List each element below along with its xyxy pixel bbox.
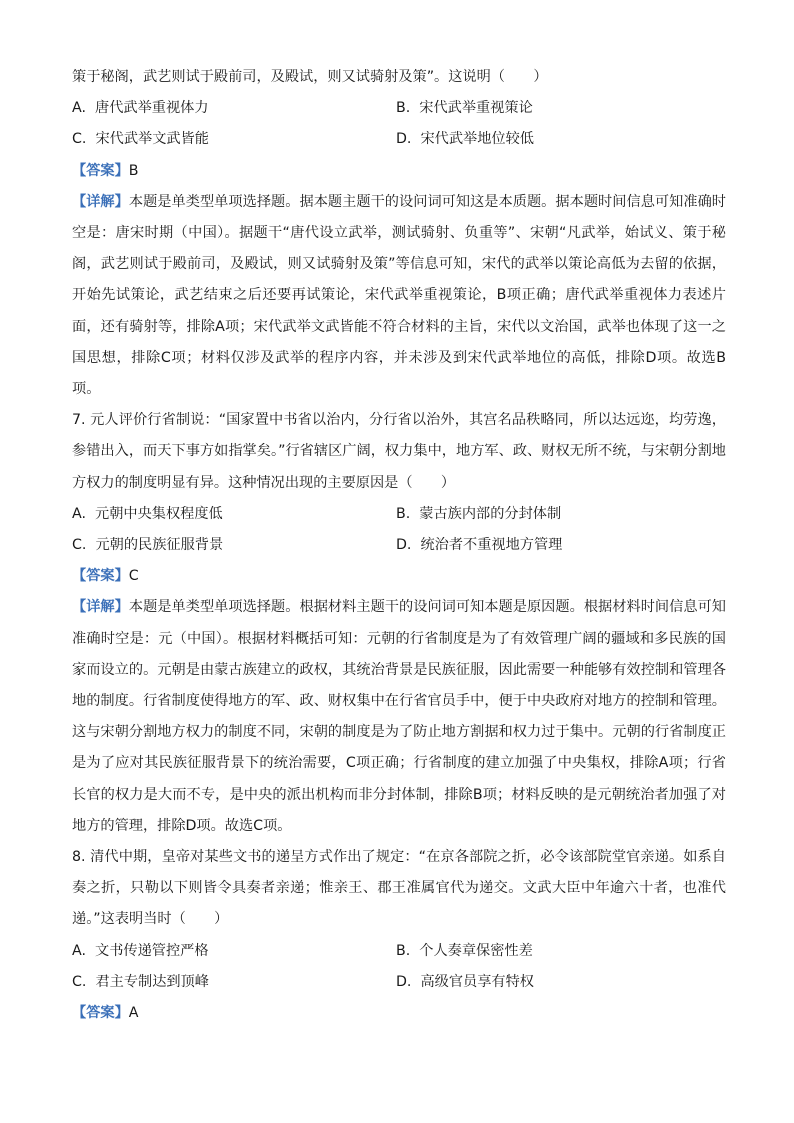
answer-label: 【答案】 [72, 568, 129, 585]
option-text: 宋代武举文武皆能 [95, 131, 209, 148]
option-text: 蒙古族内部的分封体制 [419, 505, 562, 522]
q8-option-c [72, 967, 396, 998]
detail-label: 【详解】 [72, 193, 129, 210]
q6-option-a [72, 93, 396, 124]
option-text: 唐代武举重视体力 [95, 100, 209, 117]
option-letter: B. [396, 100, 411, 117]
option-letter: A. [72, 505, 86, 522]
detail-text: 本题是单类型单项选择题。根据材料主题干的设问词可知本题是原因题。根据材料时间信息可知准确时空是：元（中国）。根据材料概括可知：元朝的行省制度是为了有效管理广阔的疆域和多民族的国家而设立的。元朝是由蒙古族建立的政权，其统治背景是民族征服，因此需要一种能够有效控制和管理各地的制度。行省制度使得地方的军、政、财权集中在行省官员手中，便于中央政府对地方的控制和管理。这与宋朝分割地方权力的制度不同，宋朝的制度是为了防止地方割据和权力过于集中。元朝的行省制度正是为了应对其民族征服背景下的统治需要，C项正确；行省制度的建立加强了中央集权，排除A项；行省长官的权力是大而不专，是中央的派出机构而非分封体制，排除B项；材料反映的是元朝统治者加强了对地方的管理，排除D项。故选C项。 [72, 599, 726, 834]
option-letter: A. [72, 942, 86, 959]
option-text: 君主专制达到顶峰 [95, 973, 209, 990]
option-letter: B. [396, 505, 411, 522]
q7-option-c [72, 530, 396, 561]
option-letter: D. [396, 973, 412, 990]
option-text: 宋代武举地位较低 [420, 131, 534, 148]
q6-options [72, 93, 726, 155]
q8-stem: 8. 清代中期，皇帝对某些文书的递呈方式作出了规定：“在京各部院之折，必令该部院堂官亲递。如系自奏之折，只勒以下则皆令具奏者亲递；惟亲王、郡王准属官代为递交。文武大臣中年逾六十者，也准代递。”这表明当时（ ） [72, 849, 726, 928]
option-letter: A. [72, 100, 86, 117]
answer-label: 【答案】 [72, 162, 129, 179]
option-text: 高级官员享有特权 [420, 973, 534, 990]
answer-value: A [128, 1005, 139, 1022]
option-letter: C. [72, 537, 87, 554]
q7-detail [72, 592, 726, 842]
q6-answer [72, 156, 726, 187]
q8-answer [72, 998, 726, 1029]
option-letter: D. [396, 131, 412, 148]
option-letter: D. [396, 537, 412, 554]
q8-option-a [72, 936, 396, 967]
option-letter: C. [72, 973, 87, 990]
q8-option-b [396, 936, 726, 967]
document-page [72, 62, 726, 1029]
q7-stem: 7. 元人评价行省制说：“国家置中书省以治内，分行省以治外，其宫名品秩略同，所以达远迩，均劳逸，参错出入，而天下事方如指掌矣。”行省辖区广阔，权力集中，地方军、政、财权无所不统，与宋朝分割地方权力的制度明显有异。这种情况出现的主要原因是（ ） [72, 412, 726, 491]
detail-text: 本题是单类型单项选择题。据本题主题干的设问词可知这是本质题。据本题时间信息可知准确时空是：唐宋时期（中国）。据题干“唐代设立武举，测试骑射、负重等”、宋朝“凡武举，始试义、策于秘阁，武艺则试于殿前司，及殿试，则又试骑射及策”等信息可知，宋代的武举以策论高低为去留的依据，开始先试策论，武艺结束之后还要再试策论，宋代武举重视策论，B项正确；唐代武举重视体力表述片面，还有骑射等，排除A项；宋代武举文武皆能不符合材料的主旨，宋代以文治国，武举也体现了这一之国思想，排除C项；材料仅涉及武举的程序内容，并未涉及到宋代武举地位的高低，排除D项。故选B项。 [72, 193, 726, 398]
q6-stem-tail: 策于秘阁，武艺则试于殿前司，及殿试，则又试骑射及策”。这说明（ ） [72, 69, 548, 85]
answer-value: B [128, 162, 139, 179]
answer-label: 【答案】 [72, 1005, 129, 1022]
q6-option-d [396, 124, 726, 155]
option-letter: C. [72, 131, 87, 148]
option-text: 文书传递管控严格 [95, 942, 209, 959]
option-text: 个人奏章保密性差 [419, 942, 533, 959]
q7-options [72, 499, 726, 561]
q8-option-d [396, 967, 726, 998]
option-text: 宋代武举重视策论 [419, 100, 533, 117]
option-text: 元朝中央集权程度低 [95, 505, 223, 522]
q8-options [72, 936, 726, 998]
q7-option-a [72, 499, 396, 530]
q7-answer [72, 561, 726, 592]
q7-option-d [396, 530, 726, 561]
detail-label: 【详解】 [72, 599, 129, 616]
option-text: 统治者不重视地方管理 [420, 537, 563, 554]
option-letter: B. [396, 942, 411, 959]
answer-value: C [128, 568, 139, 585]
q6-option-b [396, 93, 726, 124]
q7-option-b [396, 499, 726, 530]
q6-detail [72, 187, 726, 405]
q6-option-c [72, 124, 396, 155]
option-text: 元朝的民族征服背景 [95, 537, 224, 554]
